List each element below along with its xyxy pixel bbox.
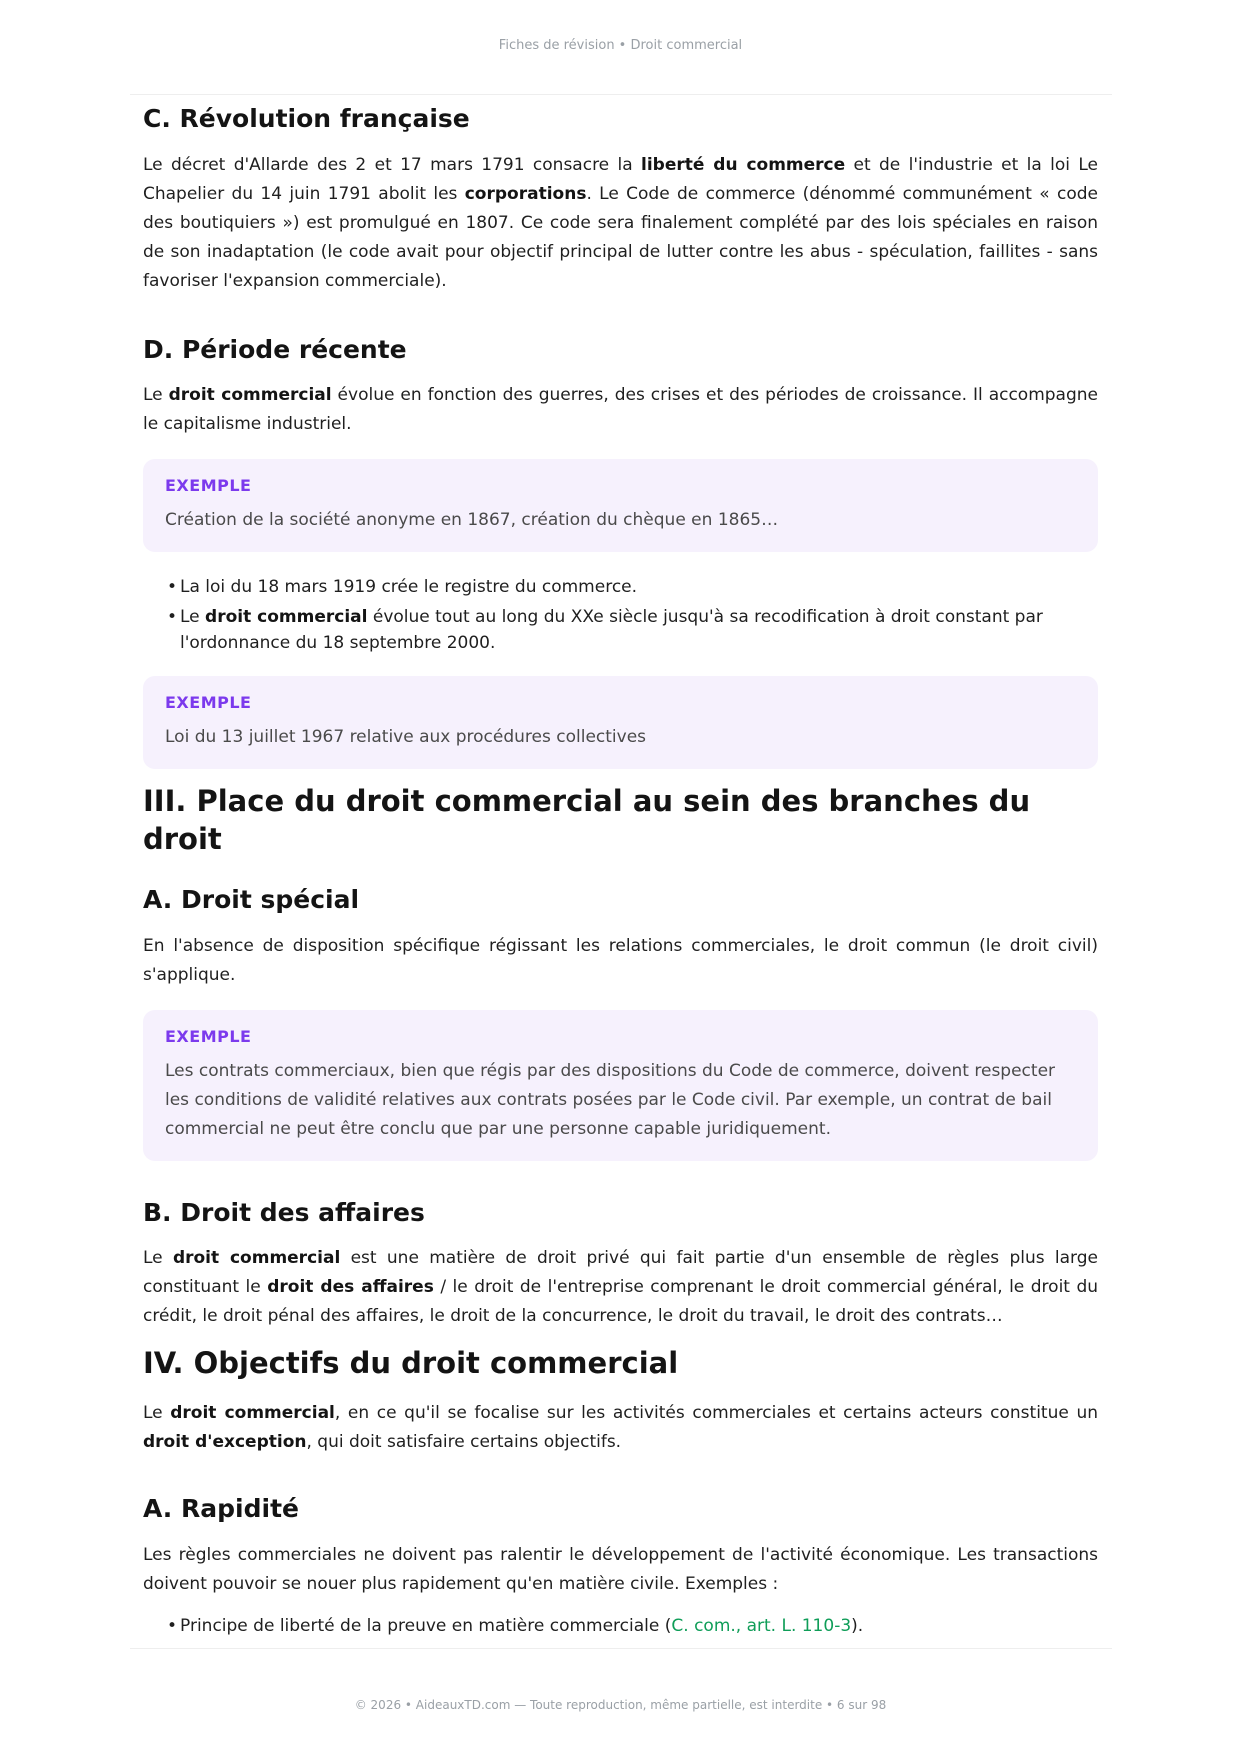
page-footer: © 2026 • AideauxTD.com — Toute reproduction, même partielle, est interdite • 6 sur 98: [354, 1698, 887, 1712]
example-label: EXEMPLE: [165, 1026, 252, 1046]
section-title: A. Droit spécial: [143, 885, 360, 915]
example-label: EXEMPLE: [165, 476, 252, 495]
paragraph: Le décret d'Allarde des 2 et 17 mars 1791 consacre la liberté du commerce et de l'industrie et la loi Le Chapelier du 14 juin 1791 abolit les corporations. Le Code de commerce (dénommé communément « code des boutiquiers ») est promulgué en 1807. Ce code sera finalement complété par des lois spéciales en raison de son inadaptation (le code avait pour objectif principal de lutter contre les abus - spéculation, faillites - sans favoriser l'expansion commerciale).: [143, 154, 1099, 291]
bullet-list: [143, 1613, 1098, 1639]
paragraph: Le droit commercial, en ce qu'il se focalise sur les activités commerciales et certains acteurs constitue un droit d'exception, qui doit satisfaire certains objectifs.: [143, 1403, 1098, 1453]
footer-divider: [130, 1648, 1112, 1649]
page-content: [143, 103, 1098, 1643]
section-title: A. Rapidité: [143, 1494, 299, 1524]
paragraph: Le droit commercial est une matière de droit privé qui fait partie d'un ensemble de règles plus large constituant le droit des affaires / le droit de l'entreprise comprenant le droit commercial général, le droit du crédit, le droit pénal des affaires, le droit de la concurrence, le droit du travail, le droit des contrats…: [143, 1248, 1099, 1327]
example-box: [143, 1010, 1098, 1161]
part-title: III. Place du droit commercial au sein des branches du droit: [143, 784, 1031, 856]
section-periode-recente: [143, 334, 1098, 770]
list-item: • La loi du 18 mars 1919 crée le registre du commerce.: [167, 574, 1098, 600]
paragraph: Les règles commerciales ne doivent pas ralentir le développement de l'activité économique. Les transactions doivent pouvoir se nouer plus rapidement qu'en matière civile. Exemples :: [143, 1544, 1098, 1594]
section-droit-special: [143, 884, 1098, 1161]
legal-reference-link[interactable]: C. com., art. L. 110-3: [671, 1615, 852, 1636]
bullet-list: [143, 574, 1098, 656]
example-label: EXEMPLE: [165, 693, 252, 712]
paragraph: Le droit commercial évolue en fonction des guerres, des crises et des périodes de croissance. Il accompagne le capitalisme industriel.: [143, 385, 1098, 434]
list-item: • Principe de liberté de la preuve en matière commerciale (C. com., art. L. 110-3).: [167, 1613, 1098, 1639]
page-header: Fiches de révision • Droit commercial: [498, 38, 743, 53]
example-text: Création de la société anonyme en 1867, création du chèque en 1865…: [165, 510, 779, 530]
paragraph: En l'absence de disposition spécifique régissant les relations commerciales, le droit commun (le droit civil) s'applique.: [143, 935, 1098, 985]
header-divider: [130, 94, 1112, 95]
example-text: Les contrats commerciaux, bien que régis par des dispositions du Code de commerce, doivent respecter les conditions de validité relatives aux contrats posées par le Code civil. Par exemple, un contrat de bail commercial ne peut être conclu que par une personne capable juridiquement.: [165, 1060, 1056, 1139]
example-box: [143, 676, 1098, 769]
part-title: IV. Objectifs du droit commercial: [143, 1346, 679, 1381]
section-title: B. Droit des affaires: [143, 1197, 425, 1227]
example-text: Loi du 13 juillet 1967 relative aux procédures collectives: [165, 727, 647, 747]
section-title: D. Période récente: [143, 334, 407, 364]
section-title: C. Révolution française: [143, 104, 470, 133]
list-item: • Le droit commercial évolue tout au long du XXe siècle jusqu'à sa recodification à droit constant par l'ordonnance du 18 septembre 2000.: [167, 604, 1098, 656]
section-revolution: [143, 103, 1098, 296]
section-rapidite: [143, 1493, 1098, 1639]
example-box: [143, 459, 1098, 552]
section-droit-affaires: [143, 1197, 1098, 1332]
